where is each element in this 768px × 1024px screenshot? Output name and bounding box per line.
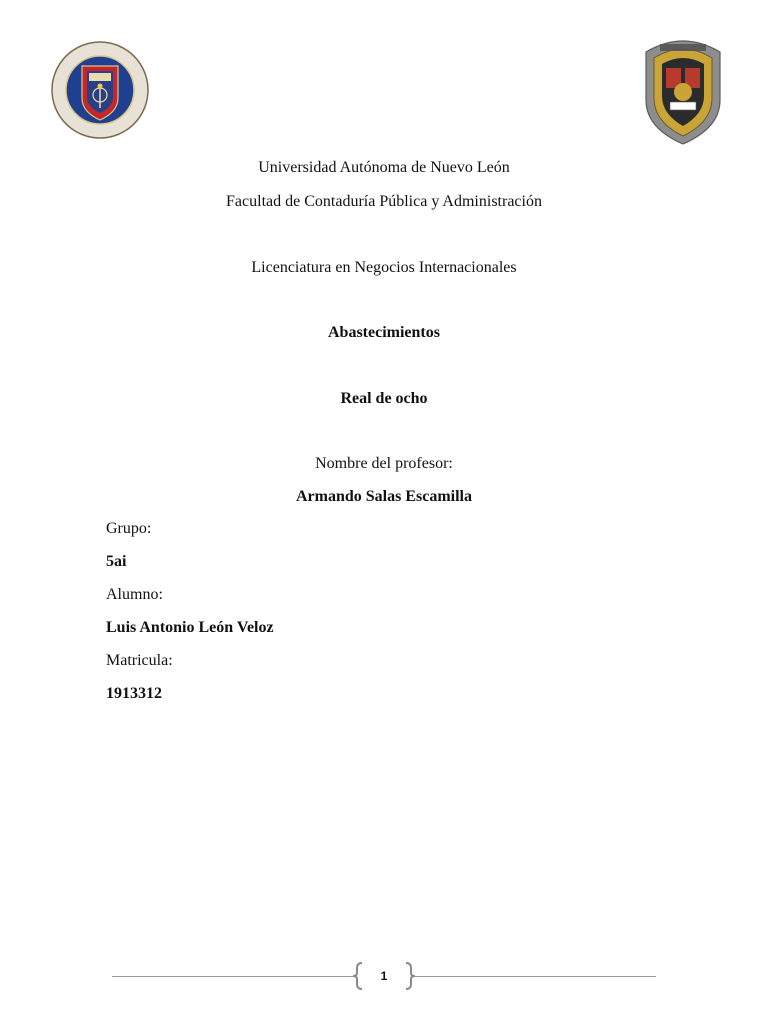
footer-rule-right (412, 976, 656, 977)
group-value: 5ai (106, 553, 127, 570)
uanl-seal-icon (50, 40, 150, 140)
id-value: 1913312 (106, 685, 162, 702)
footer-rule-left (112, 976, 356, 977)
id-label: Matricula: (106, 652, 173, 669)
group-label: Grupo: (106, 520, 152, 537)
topic-title: Real de ocho (340, 390, 428, 407)
professor-name: Armando Salas Escamilla (295, 488, 472, 505)
student-label: Alumno: (106, 586, 163, 603)
professor-label: Nombre del profesor: (315, 455, 453, 472)
page-number: 1 (380, 969, 388, 983)
student-name: Luis Antonio León Veloz (106, 619, 274, 636)
subject-title: Abastecimientos (328, 324, 440, 341)
degree-name: Licenciatura en Negocios Internacionales (251, 259, 517, 276)
university-name: Universidad Autónoma de Nuevo León (258, 159, 510, 176)
faculty-name: Facultad de Contaduría Pública y Administración (226, 193, 542, 210)
fcpya-crest-icon (638, 30, 728, 146)
